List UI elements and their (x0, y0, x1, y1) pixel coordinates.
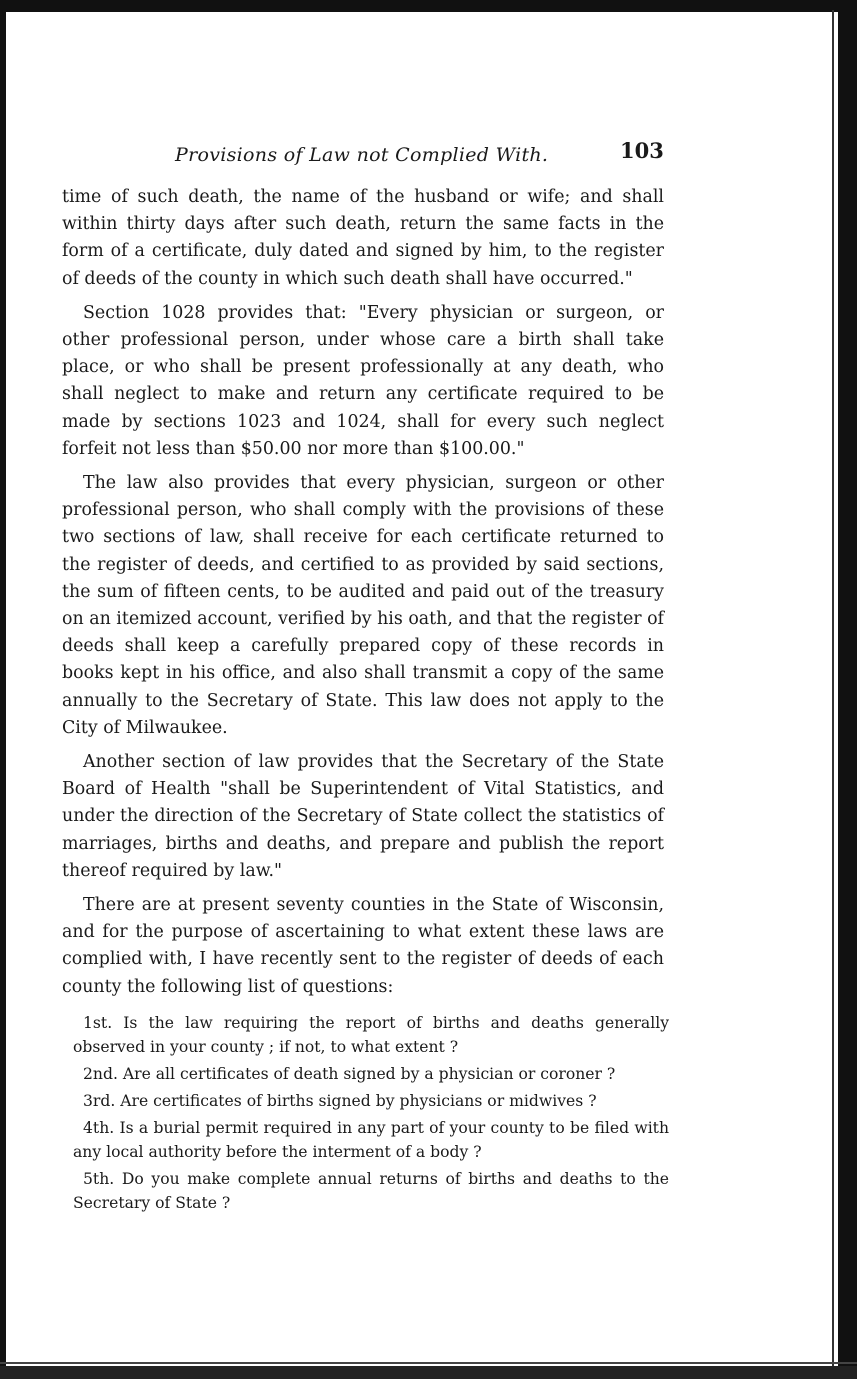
question-item: 2nd. Are all certificates of death signed by a physician or coroner ? (83, 1065, 616, 1083)
question-item: 3rd. Are certificates of births signed by physicians or midwives ? (83, 1092, 597, 1110)
scan-border-left (0, 0, 6, 1379)
paragraph: time of such death, the name of the husband or wife; and shall within thirty days after such death, return the same facts in the form of a certificate, duly dated and signed by him, to the register of deeds of the county in which such death shall have occurred." (62, 187, 664, 289)
paragraph: The law also provides that every physician, surgeon or other professional person, who shall comply with the provisions of these two sections of law, shall receive for each certificate returned to the register of deeds, and certified to as provided by said sections, the sum of fifteen cents, to be audited and paid out of the treasury on an itemized account, verified by his oath, and that the register of deeds shall keep a carefully prepared copy of these records in books kept in his office, and also shall transmit a copy of the same annually to the Secretary of State. This law does not apply to the City of Milwaukee. (62, 473, 664, 738)
paragraph: There are at present seventy counties in the State of Wisconsin, and for the purpose of ascertaining to what extent these laws are complied with, I have recently sent to the register of deeds of each county the following list of questions: (62, 895, 664, 997)
paragraph: Another section of law provides that the Secretary of the State Board of Health "shall be Superintendent of Vital Statistics, and under the direction of the Secretary of State collect the statistics of marriages, births and deaths, and prepare and publish the report thereof required by law." (62, 752, 664, 881)
scan-border-bottom (0, 1366, 857, 1379)
running-title: Provisions of Law not Complied With. (175, 144, 549, 166)
question-list (73, 1011, 669, 1218)
scan-border-bottom-line (0, 1362, 857, 1364)
question-item: 5th. Do you make complete annual returns of births and deaths to the Secretary of State ? (73, 1170, 669, 1212)
question-item: 1st. Is the law requiring the report of births and deaths generally observed in your county ; if not, to what extent ? (73, 1014, 669, 1056)
question-item: 4th. Is a burial permit required in any part of your county to be filed with any local authority before the interment of a body ? (73, 1119, 669, 1161)
scan-border-top (0, 0, 857, 12)
page-number: 103 (620, 138, 664, 163)
page-header (60, 138, 664, 172)
scan-border-right-line (832, 10, 834, 1379)
paragraph: Section 1028 provides that: "Every physician or surgeon, or other professional person, under whose care a birth shall take place, or who shall be present professionally at any death, who shall neglect to make and return any certificate required to be made by sections 1023 and 1024, shall for every such neglect forfeit not less than $50.00 nor more than $100.00." (62, 302, 664, 459)
body-text (62, 184, 664, 1008)
scan-border-right (838, 0, 857, 1379)
